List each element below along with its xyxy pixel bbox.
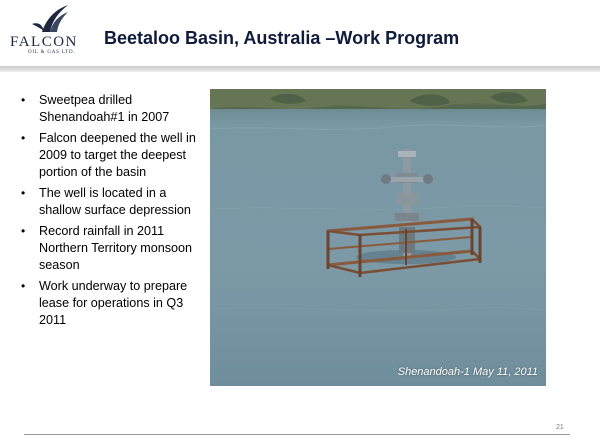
bullet-item — [20, 185, 206, 219]
bullet-text: The well is located in a shallow surface depression — [39, 186, 191, 217]
bullet-text: Sweetpea drilled Shenandoah#1 in 2007 — [39, 93, 170, 124]
bullet-item — [20, 130, 206, 181]
falcon-logo — [8, 4, 88, 62]
bullet-text: Record rainfall in 2011 Northern Territory monsoon season — [39, 224, 193, 272]
bullet-dot-icon: • — [21, 224, 26, 238]
bullet-item — [20, 278, 206, 329]
bullet-item — [20, 223, 206, 274]
logo-wordmark: FALCON — [10, 34, 78, 50]
bullet-dot-icon: • — [21, 279, 26, 293]
bullet-text: Falcon deepened the well in 2009 to target the deepest portion of the basin — [39, 131, 196, 179]
bullet-dot-icon: • — [21, 186, 26, 200]
flooded-wellsite-photo — [210, 89, 546, 386]
slide-header — [0, 0, 600, 66]
bullet-dot-icon: • — [21, 93, 26, 107]
bullet-dot-icon: • — [21, 131, 26, 145]
page-number: 21 — [556, 424, 564, 431]
bullet-list — [20, 92, 206, 333]
header-divider-band — [0, 66, 600, 72]
logo-tagline: OIL & GAS LTD. — [28, 50, 76, 55]
falcon-bird-icon — [28, 4, 72, 34]
page-title: Beetaloo Basin, Australia –Work Program — [104, 28, 460, 48]
photo-canvas — [210, 89, 546, 386]
bullet-text: Work underway to prepare lease for operations in Q3 2011 — [39, 279, 188, 327]
bullet-item — [20, 92, 206, 126]
photo-caption: Shenandoah-1 May 11, 2011 — [397, 366, 538, 378]
footer-divider — [24, 434, 570, 435]
